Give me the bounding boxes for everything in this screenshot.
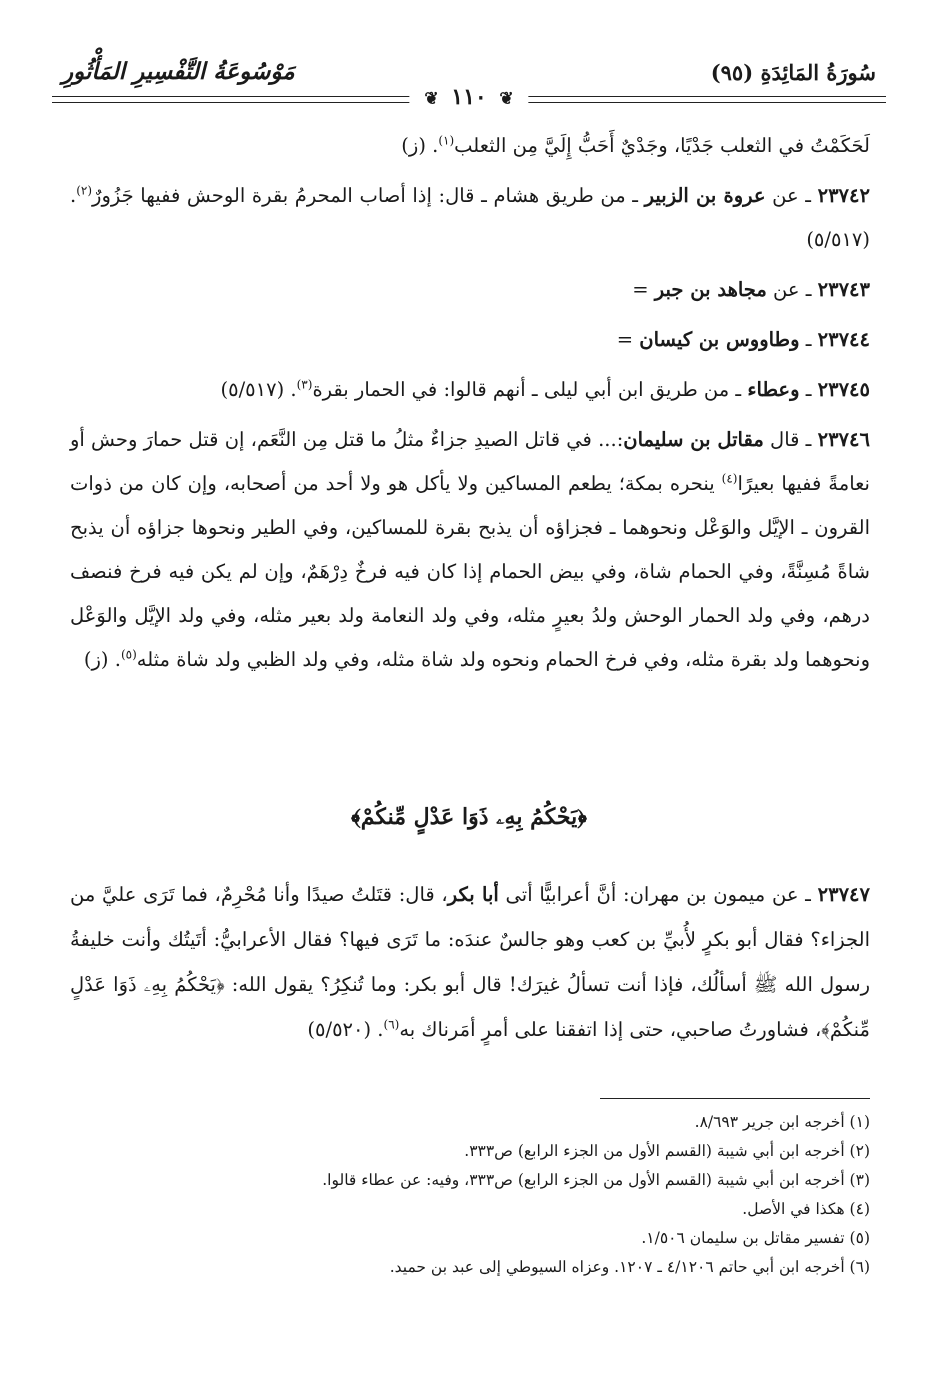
ornament-icon: ❦ — [424, 89, 439, 109]
footnote: (٥) تفسير مقاتل بن سليمان ١/٥٠٦. — [641, 1229, 870, 1247]
footnote-marker[interactable]: (١) — [438, 133, 455, 148]
text-span: = — [632, 278, 655, 301]
section-heading: ﴿يَحْكُمُ بِهِۦ ذَوَا عَدْلٍ مِّنكُمْ﴾ — [351, 804, 587, 830]
narration-number: ٢٣٧٤٥ — [817, 378, 870, 401]
narration-number: ٢٣٧٤٧ — [817, 883, 870, 906]
narrator-name: وعطاء — [747, 378, 800, 401]
narration-23747 — [70, 872, 870, 1052]
narration-23746 — [70, 418, 870, 682]
footnotes — [70, 1108, 870, 1282]
footnote-marker[interactable]: (٣) — [296, 377, 313, 392]
text-span: ـ من طريق ابن أبي ليلى ـ أنهم قالوا: في الحمار بقرة — [312, 378, 748, 401]
narrator-name: عروة بن الزبير — [644, 184, 766, 207]
text-span: ـ عن — [765, 184, 818, 207]
footnote-marker[interactable]: (٦) — [383, 1017, 400, 1032]
text-span: = — [616, 328, 640, 351]
main-text-2 — [70, 872, 870, 1058]
narrator-name: أبا بكر — [447, 883, 499, 906]
text-span: ـ من طريق هشام ـ قال: إذا أصاب المحرمُ بقرة الوحش ففيها جَزُورٌ — [92, 184, 645, 207]
narrator-name: مجاهد بن جبر — [654, 278, 767, 301]
page-number-block — [409, 84, 528, 110]
text-span: ، قال: قتَلتُ صيدًا وأنا مُحْرِمٌ، فما تَرَى عليَّ من الجزاء؟ فقال أبو بكرٍ لأُبيِّ بن كعب وهو جالسٌ عندَه: ما تَرَى فيها؟ فقال الأعرابيُّ: أتَيتُك وأنت خليفةُ رسول الله ﷺ أسألُك، فإذا أنت تسألُ غيرَك! قال أبو بكر: وما تُنكِرُ؟ يقول الله: ﴿يَحْكُمُ بِهِۦ ذَوَا عَدْلٍ مِّنكُمْ﴾، فشاورتُ صاحبي، حتى إذا اتفقنا على أمرٍ أمَرناك به — [70, 883, 870, 1041]
surah-title: سُورَةُ المَائِدَةِ (٩٥) — [710, 60, 876, 85]
narration-23745 — [70, 368, 870, 412]
text-span: :... في قاتل الصيدِ جزاءٌ مثلُ ما قتل مِن النَّعَم، إن قتل حمارَ وحش أو نعامةً ففيها بعيرًا — [70, 428, 870, 495]
text-span: ـ عن — [766, 278, 818, 301]
narration-23742 — [70, 174, 870, 262]
text-span: ينحره بمكة؛ يطعم المساكين ولا يأكل هو ولا أحد من أصحابه، وإن كان من ذوات القرون ـ الإيَّل والوَعْل ونحوهما ـ فجزاؤه أن يذبح بقرة للمساكين، وفي الطير ونحوها جزاؤه أن يذبح شاةً مُسِنَّةً، وفي الحمام شاة، وفي بيض الحمام إذا كان فيه فرخٌ دِرْهَمٌ، وإن لم يكن فيه فرخ فنصف درهم، وفي ولد الحمار الوحش ولدُ بعيرٍ مثله، وفي ولد النعامة ولد بعير مثله، وفي ولد الإيَّل والوَعْل ونحوهما ولد بقرة مثله، وفي فرخ الحمام ونحوه ولد شاة مثله، وفي ولد الظبي ولد شاة مثله — [70, 472, 870, 671]
text-span: ـ عن ميمون بن مهران: أنَّ أعرابيًّا أتى — [498, 883, 818, 906]
book-title: مَوْسُوعَةُ التَّفْسِيرِ المَأْثُورِ — [62, 58, 295, 85]
text-span: ـ قال — [763, 428, 818, 451]
footnote-marker[interactable]: (٥) — [120, 647, 137, 662]
text-span: ـ — [799, 378, 818, 401]
footnote: (٣) أخرجه ابن أبي شيبة (القسم الأول من الجزء الرابع) ص٣٣٣، وفيه: عن عطاء قالوا. — [322, 1171, 870, 1189]
main-text — [70, 124, 870, 688]
page-number: ١١٠ — [451, 84, 487, 110]
footnote-divider — [600, 1098, 870, 1099]
paragraph — [70, 124, 870, 168]
narration-23744 — [70, 318, 870, 362]
page-header — [52, 48, 886, 118]
footnote: (٦) أخرجه ابن أبي حاتم ٤/١٢٠٦ ـ ١٢٠٧. وعزاه السيوطي إلى عبد بن حميد. — [389, 1258, 870, 1276]
footnote: (٤) هكذا في الأصل. — [742, 1200, 870, 1218]
footnote: (١) أخرجه ابن جرير ٨/٦٩٣. — [694, 1113, 870, 1131]
footnote: (٢) أخرجه ابن أبي شيبة (القسم الأول من الجزء الرابع) ص٣٣٣. — [464, 1142, 870, 1160]
footnote-marker[interactable]: (٤) — [721, 471, 738, 486]
text-span: . (ز) — [401, 134, 439, 157]
text-span: . (٥/٥١٧) — [220, 378, 297, 401]
text-span: . (٥/٥١٧) — [70, 184, 870, 251]
narrator-name: وطاووس بن كيسان — [639, 328, 800, 351]
narration-number: ٢٣٧٤٣ — [817, 278, 870, 301]
narration-number: ٢٣٧٤٢ — [817, 184, 870, 207]
text-span: لَحَكَمْتُ في الثعلب جَدْيًا، وجَدْيٌ أَحَبُّ إِلَيَّ مِن الثعلب — [454, 134, 870, 157]
text-span: . (ز) — [83, 648, 121, 671]
narration-23743 — [70, 268, 870, 312]
ornament-icon: ❦ — [499, 89, 514, 109]
narrator-name: مقاتل بن سليمان — [623, 428, 764, 451]
text-span: ـ — [799, 328, 818, 351]
narration-number: ٢٣٧٤٤ — [817, 328, 870, 351]
text-span: . (٥/٥٢٠) — [307, 1018, 384, 1041]
narration-number: ٢٣٧٤٦ — [817, 428, 870, 451]
footnote-marker[interactable]: (٢) — [76, 183, 93, 198]
